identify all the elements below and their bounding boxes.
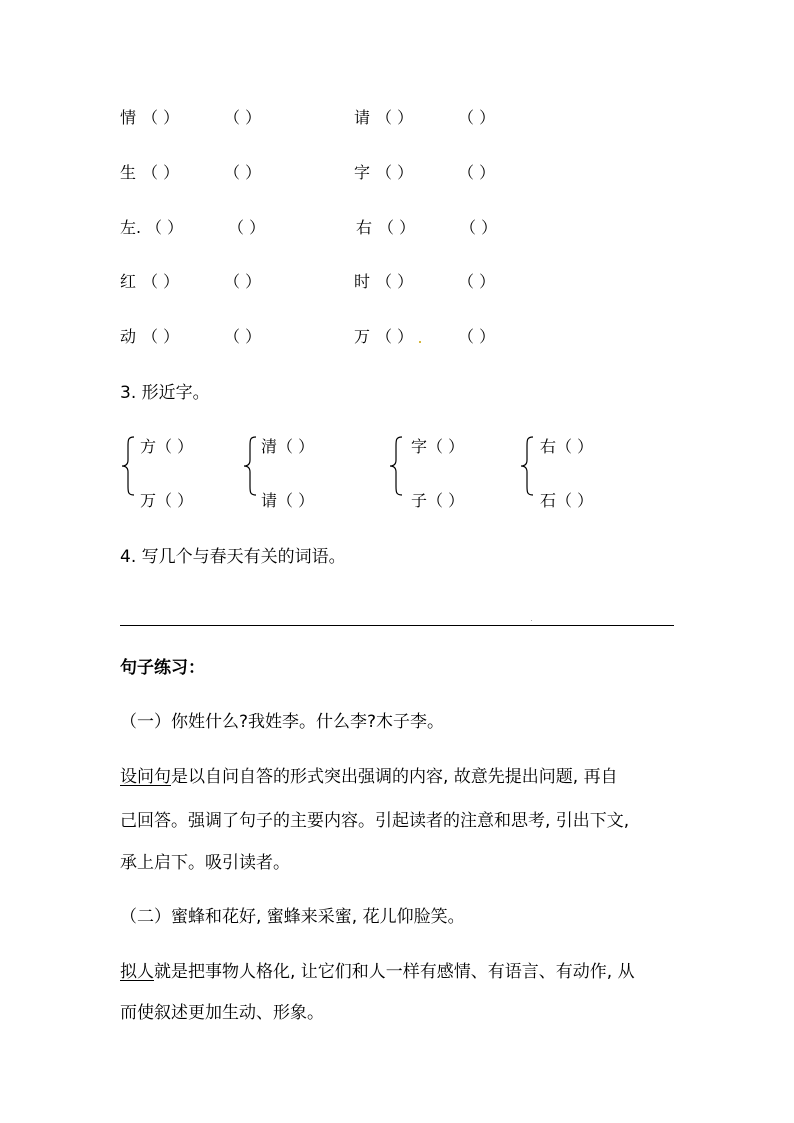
- answer-bracket: （ ）: [460, 218, 498, 237]
- explanation-text: 是以自问自答的形式突出强调的内容, 故意先提出问题, 再自: [171, 767, 618, 787]
- answer-bracket: （ ）: [376, 272, 414, 291]
- answer-bracket: （ ）: [458, 163, 496, 182]
- char-row: [0, 272, 794, 294]
- brace-icon: [389, 436, 403, 496]
- group-top-item: 右（ ）: [540, 437, 594, 456]
- section-3-heading: 3. 形近字。: [120, 383, 210, 403]
- row-char-right: 时: [354, 272, 371, 291]
- answer-bracket: （ ）: [228, 218, 266, 237]
- answer-bracket: （ ）: [376, 163, 414, 182]
- example-1-explanation-line: [120, 766, 618, 788]
- term-rhetorical-question: 设问句: [120, 767, 171, 787]
- example-1-title: （一）你姓什么?我姓李。什么李?木子李。: [120, 712, 445, 732]
- brace-icon: [243, 436, 257, 496]
- group-top-item: 字（ ）: [411, 437, 465, 456]
- explanation-text: 就是把事物人格化, 让它们和人一样有感情、有语言、有动作, 从: [154, 962, 635, 982]
- answer-bracket: （ ）: [458, 108, 496, 127]
- answer-bracket: （ ）: [146, 218, 184, 237]
- row-char-left: 左.: [120, 218, 142, 237]
- sentence-practice-heading: 句子练习：: [120, 658, 205, 678]
- row-char-right: 字: [354, 163, 371, 182]
- answer-bracket: （ ）: [458, 272, 496, 291]
- group-top-item: 清（ ）: [261, 437, 315, 456]
- example-2-explanation-line: 而使叙述更加生动、形象。: [120, 1003, 324, 1023]
- answer-bracket: （ ）: [224, 163, 262, 182]
- row-char-right: 万: [354, 327, 371, 346]
- group-bottom-item: 请（ ）: [261, 491, 315, 510]
- example-1-explanation-line: 己回答。强调了句子的主要内容。引起读者的注意和思考, 引出下文,: [120, 811, 630, 831]
- answer-bracket: （ ）: [142, 272, 180, 291]
- row-char-left: 情: [120, 108, 137, 127]
- answer-bracket: （ ）: [376, 108, 414, 127]
- row-char-right: 右: [356, 218, 373, 237]
- example-2-explanation-line: [120, 961, 635, 983]
- char-row: [0, 108, 794, 130]
- char-row: [0, 327, 794, 349]
- group-top-item: 方（ ）: [140, 437, 194, 456]
- group-bottom-item: 万（ ）: [140, 491, 194, 510]
- stray-dot-mark: [419, 341, 421, 343]
- row-char-left: 生: [120, 163, 137, 182]
- answer-bracket: （ ）: [378, 218, 416, 237]
- answer-bracket: （ ）: [376, 327, 414, 346]
- answer-bracket: （ ）: [458, 327, 496, 346]
- stray-dot-mark: [531, 620, 532, 621]
- example-2-title: （二）蜜蜂和花好, 蜜蜂来采蜜, 花儿仰脸笑。: [120, 907, 465, 927]
- row-char-left: 动: [120, 327, 137, 346]
- group-bottom-item: 子（ ）: [411, 491, 465, 510]
- answer-bracket: （ ）: [224, 327, 262, 346]
- answer-bracket: （ ）: [224, 272, 262, 291]
- answer-line[interactable]: [120, 625, 674, 626]
- brace-icon: [121, 436, 135, 496]
- answer-bracket: （ ）: [142, 108, 180, 127]
- term-personification: 拟人: [120, 962, 154, 982]
- answer-bracket: （ ）: [142, 327, 180, 346]
- row-char-right: 请: [354, 108, 371, 127]
- row-char-left: 红: [120, 272, 137, 291]
- char-row: [0, 218, 794, 240]
- answer-bracket: （ ）: [224, 108, 262, 127]
- char-row: [0, 163, 794, 185]
- section-4-heading: 4. 写几个与春天有关的词语。: [120, 547, 346, 567]
- example-1-explanation-line: 承上启下。吸引读者。: [120, 853, 290, 873]
- brace-icon: [520, 436, 534, 496]
- group-bottom-item: 石（ ）: [540, 491, 594, 510]
- answer-bracket: （ ）: [142, 163, 180, 182]
